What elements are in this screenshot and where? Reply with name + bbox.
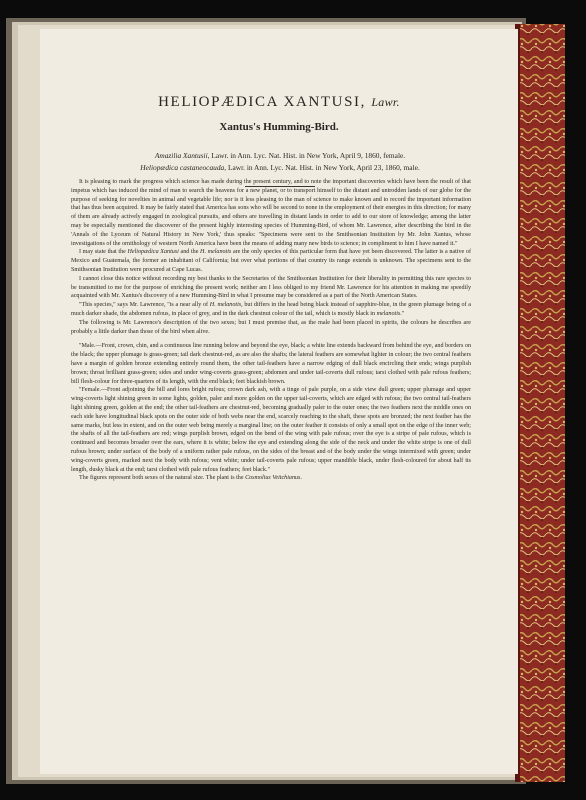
paragraph-quote-male: "Male.—Front, crown, chin, and a continuous line running below and beyond the eye, black; a white line extends backward from behind the eye, and borders on the black; the upper plumage is grass-green; tail dark chestnut-red, as are also the shafts; the lateral feathers are somewhat lighter in colour; the two central feathers have a margin of golden bronze extending entirely round them, the other tail-feathers have a narrow edging of dull black encircling their ends; wings purplish brown; throat brilliant grass-green; sides and under wing-coverts grass-green; abdomen and under tail-coverts dull rufous; tarsi clothed with pale rufous feathers; bill flesh-colour for three-quarters of its length, with the end black; feet blackish brown. <box>71 343 471 385</box>
text-run: ." <box>400 310 405 317</box>
paragraph-quote-female: "Female.—Front adjoining the bill and lores bright rufous; crown dark ash, with a tinge of pale purple, on a side view dull green; upper plumage and upper wing-coverts light shining green in some lights, golden, paler and more golden on the upper tail-coverts, which are edged with rufous; the two central tail-feathers light shining green, golden at the end; the other tail-feathers are chestnut-red, becoming gradually paler to the outer ones; the two feathers next the middle ones on each side have longitudinal black spots on the outer side of both webs near the end, scarcely reaching to the shaft, these spots are bronzed; the next feather has the same marks, but less in extent, and on the outer web being merely a marginal line; on the outer feather it consists of only a small spot on the edge of the inner web; the shafts of all the tail-feathers are red; wings purplish brown, edged on the bend of the wing with pale rufous; over the eye is a stripe of pale rufous, which is continued and becomes broader over the ears, where it is white; below the eye and extending along the side of the neck and under the white stripe is one of dull rufous brown; under surface of the body of a uniform rather pale rufous, on the sides of the breast and of the body under the wings intermixed with green; under wing-coverts green, marked next the body with rufous; vent white; under tail-coverts pale rufous; upper mandible black, under flesh-coloured for about half its length, dusky black at the end; tarsi clothed with pale rufous feathers; feet black." <box>71 387 471 473</box>
text-run: , but differs in the head being black instead of sapphire-blue, in the green plumage being of a much darker shade, the abdomen rufous, in place of grey, and in the dark chestnut colour of the tail, which is mostly black in <box>71 302 471 317</box>
text-run: are the only species of this particular form that have yet been discovered. The latter is a native of Mexico and Guatemala, the former an inhabitant of California; but over what portions of that country its range extends is unknown. The specimens sent to the Smithsonian Institution were procured at Cape Lucas. <box>71 249 471 273</box>
italic-plant-name: Cosmolius Veitchianus <box>245 475 301 482</box>
synonym-reference: Lawr. in Ann. Lyc. Nat. Hist. in New York, April 9, 1860, female. <box>211 151 406 160</box>
title-authority: Lawr. <box>371 95 400 109</box>
italic-species-name: melanotis <box>376 310 401 317</box>
text-run: and the <box>178 249 201 256</box>
synonym-name: Heliopædica castaneocauda, <box>140 163 227 172</box>
body-text <box>71 178 471 483</box>
page-subtitle: Xantus's Humming-Bird. <box>219 121 339 133</box>
synonym-line <box>80 151 480 160</box>
italic-species-name: Heliopædica Xantusi <box>127 249 179 256</box>
paragraph: I cannot close this notice without recording my best thanks to the Secretaries of the Smithsonian Institution for their liberality in permitting this rare species to be transmitted to me for the purpose of enriching the present work; neither am I less obliged to my friend Mr. Lawrence for his attention in making me speedily acquainted with Mr. Xantus's discovery of a new Humming-Bird in what I presume may be considered as a part of the North American States. <box>71 275 471 300</box>
text-run: I may state that the <box>79 249 128 256</box>
page-title <box>40 94 518 111</box>
paragraph <box>71 474 471 483</box>
synonym-name: Amazilia Xantusii, <box>154 151 210 160</box>
text-run: . <box>300 475 302 482</box>
synonym-reference: Lawr. in Ann. Lyc. Nat. Hist. in New York, April 23, 1860, male. <box>227 163 420 172</box>
synonym-line <box>80 163 480 172</box>
text-run: The figures represent both sexes of the natural size. The plant is the <box>79 475 246 482</box>
italic-species-name: H. melanotis <box>200 249 232 256</box>
title-text: HELIOPÆDICA XANTUSI, <box>158 94 366 110</box>
paragraph <box>71 248 471 274</box>
paragraph: The following is Mr. Lawrence's description of the two sexes; but I must premise that, as the male had been placed in spirits, the colours he describes are probably a little darker than those of the bird when alive. <box>71 319 471 335</box>
paragraph <box>71 301 471 319</box>
text-run: "This species," says Mr. Lawrence, "is a near ally of <box>79 302 210 309</box>
paragraph: It is pleasing to mark the progress which science has made during the present century, and to note the important discoveries which have been the result of that impetus which has induced the mind of man to search the heavens for a new planet, or to transport himself to the distant and untrodden lands of our globe for the purpose of seeking for novelties in animal and vegetable life; nor is it less pleasing to the man of science to make known and to record the important information that has thus been acquired. It may be fairly stated that America has sons who will be second to none in the employment of their energies in this direction; for many of them are already actively engaged in zoological pursuits, and others are travelling in distant lands in order to add to our store of knowledge; among the latter may be especially mentioned the discoverer of the present highly interesting species of Humming-Bird, of whom Mr. Lawrence, after describing the bird in the 'Annals of the Lyceum of Natural History in New York,' thus speaks: "Specimens were sent to the Smithsonian Institution by Mr. John Xantus, whose investigations of the ornithology of western North America have been the means of adding many new birds to science; in compliment to him I have named it." <box>71 179 471 247</box>
italic-species-name: H. melanotis <box>209 302 242 309</box>
